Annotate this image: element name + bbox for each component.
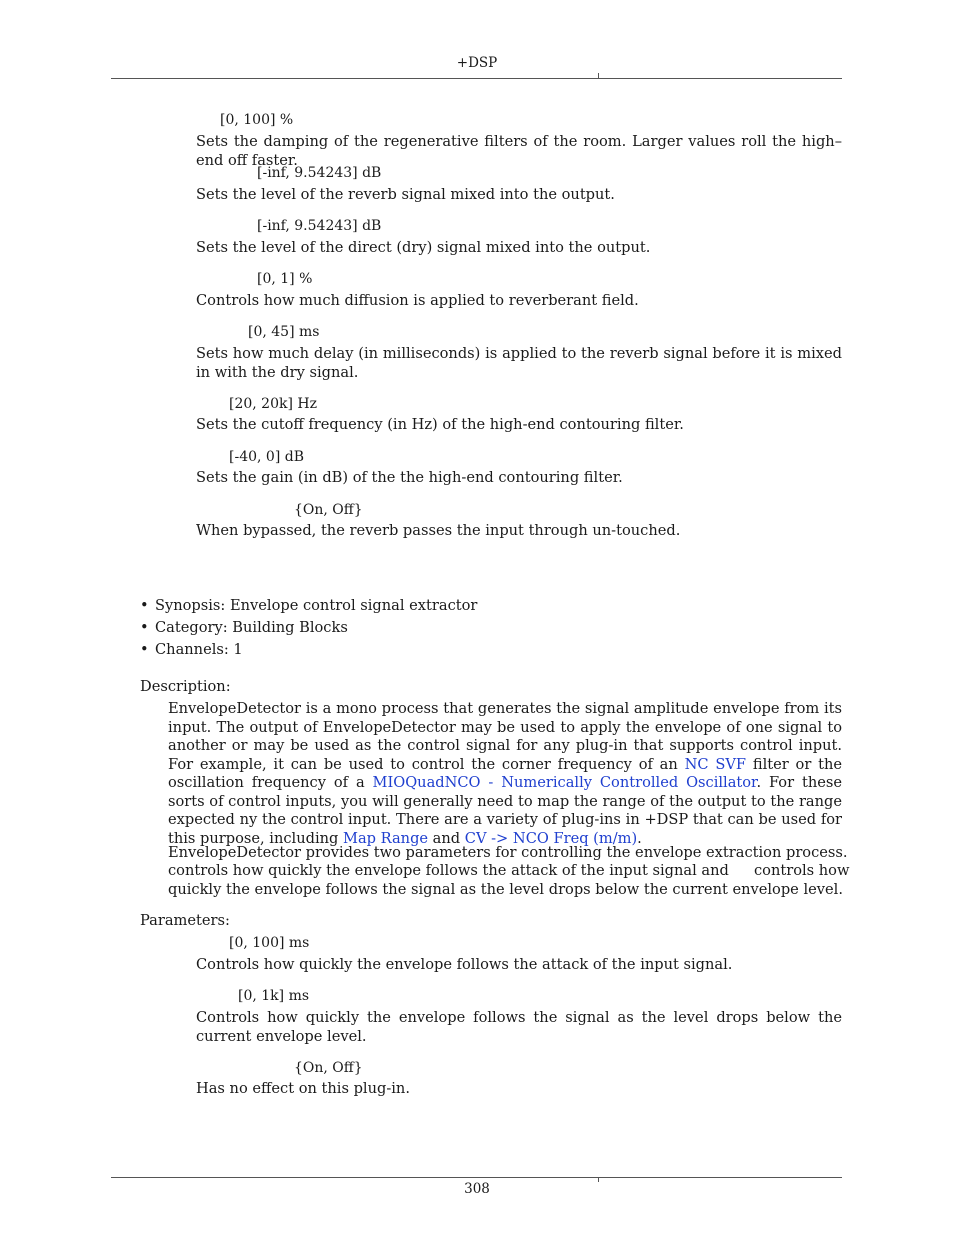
page-number: 308: [464, 1181, 490, 1197]
param-description: Sets the cutoff frequency (in Hz) of the high-end contouring filter.: [196, 416, 684, 433]
description-label: Description:: [140, 678, 231, 695]
param-range: [0, 1k] ms: [238, 988, 310, 1004]
param-range: [0, 1] %: [257, 271, 313, 287]
plugin-meta-list: [140, 596, 477, 662]
footer-rule: [111, 1177, 842, 1178]
param-description: Has no effect on this plug-in.: [196, 1080, 410, 1097]
description-text: . For these sorts of control inputs, you will generally need to map the range of the output to the range expected ny the control input. There are a variety of plug-ins in +DSP that can be used for this purpose, including: [168, 774, 842, 847]
mioquadnco-link[interactable]: MIOQuadNCO - Numerically Controlled Oscillator: [372, 774, 757, 791]
param-description: Sets the level of the direct (dry) signal mixed into the output.: [196, 239, 651, 256]
synopsis-item: • Synopsis: Envelope control signal extractor: [140, 596, 477, 618]
param-description: Controls how much diffusion is applied to reverberant field.: [196, 292, 639, 309]
header-rule-tick: [598, 73, 599, 78]
description-text: filter or the oscillation frequency of a: [168, 755, 842, 791]
map-range-link[interactable]: Map Range: [343, 829, 429, 847]
param-range: [0, 100] ms: [229, 935, 310, 951]
description-text: and: [428, 829, 465, 847]
cv-nco-freq-link[interactable]: CV -> NCO Freq (m/m): [464, 829, 638, 847]
param-range: {On, Off}: [294, 502, 363, 518]
nc-svf-link[interactable]: NC SVF: [684, 755, 747, 773]
description-paragraph-2-line-2a: controls how quickly the envelope follows the attack of the input signal and: [168, 862, 729, 879]
description-text: .: [637, 829, 642, 847]
description-text: EnvelopeDetector is a mono process that generates the signal amplitude envelope from its input. The output of EnvelopeDetector may be used to apply the envelope of one signal to another or may be used as the control signal for any plug-in that supports control input. For example, it can be used to control the corner frequency of an: [168, 700, 842, 773]
param-description: When bypassed, the reverb passes the input through un-touched.: [196, 522, 681, 539]
description-paragraph: [168, 700, 842, 848]
param-description: Sets the gain (in dB) of the the high-end contouring filter.: [196, 469, 623, 486]
param-description: Sets how much delay (in milliseconds) is applied to the reverb signal before it is mixed in with the dry signal.: [196, 345, 842, 381]
param-description: Controls how quickly the envelope follows the attack of the input signal.: [196, 956, 733, 973]
header-rule: [111, 78, 842, 79]
param-description: Sets the level of the reverb signal mixed into the output.: [196, 186, 615, 203]
running-header: +DSP: [456, 55, 498, 71]
param-range: [0, 100] %: [220, 112, 294, 128]
param-range: [0, 45] ms: [248, 324, 320, 340]
param-range: [-40, 0] dB: [229, 449, 304, 465]
channels-item: • Channels: 1: [140, 640, 477, 662]
description-paragraph-2-line-3: quickly the envelope follows the signal as the level drops below the current envelope level.: [168, 881, 843, 898]
category-item: • Category: Building Blocks: [140, 618, 477, 640]
parameters-label: Parameters:: [140, 912, 230, 929]
param-range: [-inf, 9.54243] dB: [257, 218, 382, 234]
param-description: Controls how quickly the envelope follows the signal as the level drops below the current envelope level.: [196, 1009, 842, 1045]
description-paragraph-2-line-1: EnvelopeDetector provides two parameters for controlling the envelope extraction process.: [168, 844, 848, 861]
param-range: [-inf, 9.54243] dB: [257, 165, 382, 181]
description-paragraph-2-line-2b: controls how: [754, 862, 850, 879]
param-description: Sets the damping of the regenerative filters of the room. Larger values roll the high–end off faster.: [196, 133, 842, 169]
param-range: {On, Off}: [294, 1060, 363, 1076]
param-range: [20, 20k] Hz: [229, 396, 317, 412]
